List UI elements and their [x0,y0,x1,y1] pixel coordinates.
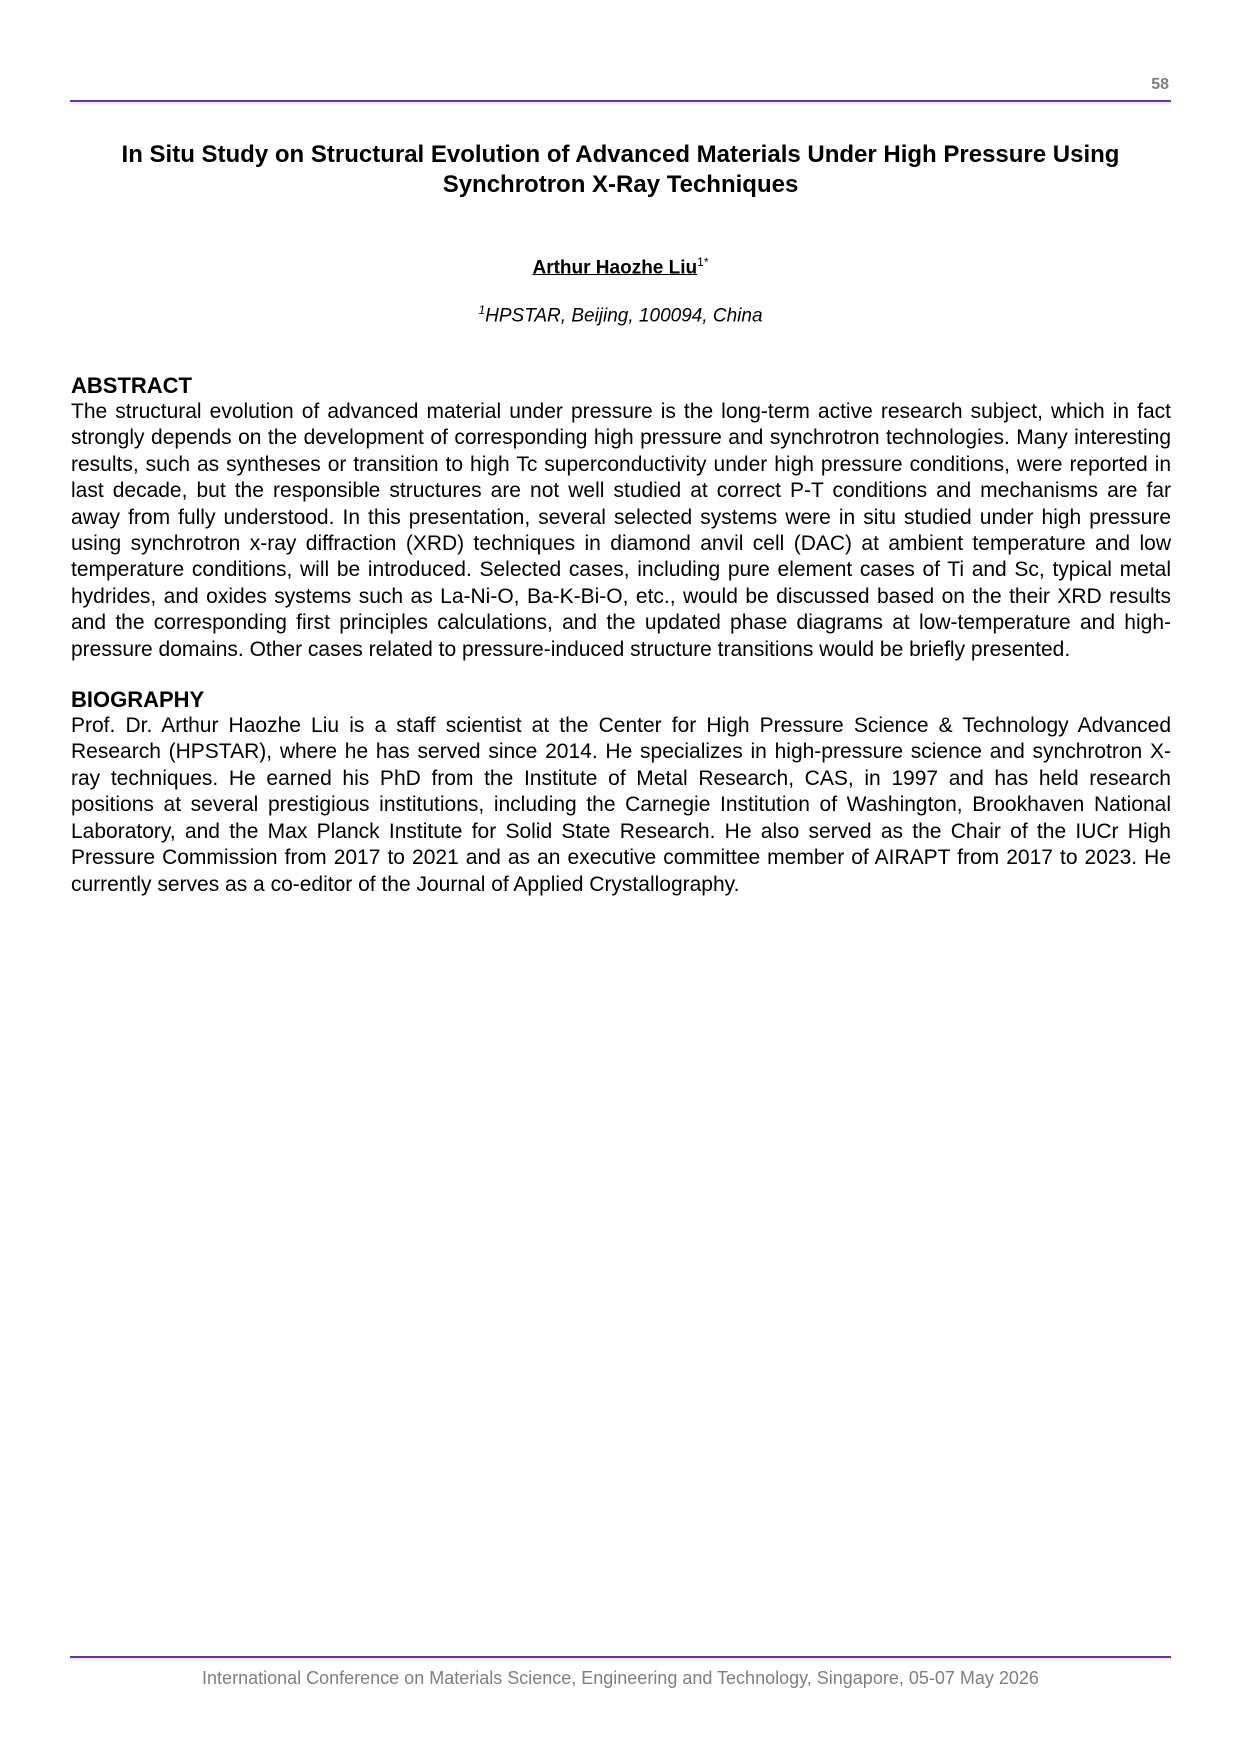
footer-divider [70,1656,1171,1658]
paper-title-line-1: In Situ Study on Structural Evolution of Advanced Materials Under High Pressure Using [121,141,1120,168]
footer-conference: International Conference on Materials Science, Engineering and Technology, Singapore, 05-07 May 2026 [202,1668,1039,1688]
author-affiliation-marker: 1* [697,255,709,269]
abstract-body: The structural evolution of advanced material under pressure is the long-term active research subject, which in fact strongly depends on the development of corresponding high pressure and synchrotron technologies. Many interesting results, such as syntheses or transition to high Tc superconductivity under high pressure conditions, were reported in last decade, but the responsible structures are not well studied at correct P-T conditions and mechanisms are far away from fully understood. In this presentation, several selected systems were in situ studied under high pressure using synchrotron x-ray diffraction (XRD) techniques in diamond anvil cell (DAC) at ambient temperature and low temperature conditions, will be introduced. Selected cases, including pure element cases of Ti and Sc, typical metal hydrides, and oxides systems such as La-Ni-O, Ba-K-Bi-O, etc., would be discussed based on the their XRD results and the corresponding first principles calculations, and the updated phase diagrams at low-temperature and high-pressure domains. Other cases related to pressure-induced structure transitions would be briefly presented. [71,400,1171,661]
paper-title [80,140,1161,200]
page-number: 58 [1151,76,1169,93]
main-content [71,373,1171,922]
abstract-heading: ABSTRACT [71,373,192,398]
author-line [0,250,1241,280]
biography-heading: BIOGRAPHY [71,687,205,713]
affiliation-marker: 1 [478,303,486,317]
abstract-section [71,373,1171,663]
header-divider [70,100,1171,102]
affiliation-text: HPSTAR, Beijing, 100094, China [485,305,763,327]
biography-body: Prof. Dr. Arthur Haozhe Liu is a staff scientist at the Center for High Pressure Science & Technology Advanced Research (HPSTAR), where he has served since 2014. He specializes in high-pressure science and synchrotron X-ray techniques. He earned his PhD from the Institute of Metal Research, CAS, in 1997 and has held research positions at several prestigious institutions, including the Carnegie Institution of Washington, Brookhaven National Laboratory, and the Max Planck Institute for Solid State Research. He also served as the Chair of the IUCr High Pressure Commission from 2017 to 2021 and as an executive committee member of AIRAPT from 2017 to 2023. He currently serves as a co-editor of the Journal of Applied Crystallography. [71,714,1171,896]
author-name: Arthur Haozhe Liu [532,257,698,279]
paper-title-line-2: Synchrotron X-Ray Techniques [442,171,799,198]
affiliation-line [0,298,1241,328]
biography-section [71,687,1171,898]
